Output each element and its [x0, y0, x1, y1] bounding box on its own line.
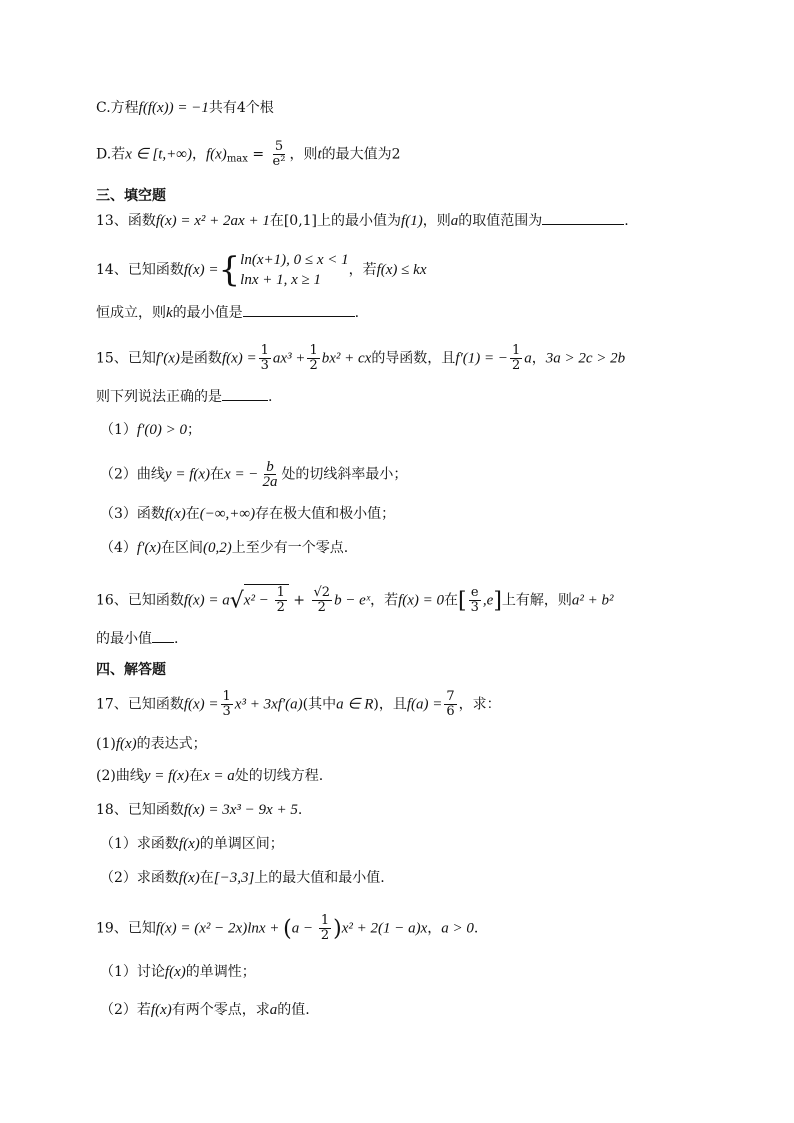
- q18-p2-t1: 求函数: [136, 870, 179, 886]
- q15-s4-label: （4）: [100, 540, 137, 556]
- q14-line2b: 的最小值是: [172, 305, 243, 321]
- q15-s2-n: b: [266, 459, 274, 475]
- q16-rn: 1: [276, 585, 285, 600]
- option-d-fx: f(x): [205, 146, 227, 163]
- q15-end: .: [268, 389, 273, 405]
- q18-p2-t2: 在: [199, 870, 214, 886]
- q17-p2-t3: 处的切线方程.: [234, 768, 324, 784]
- q16-rbracket: ]: [493, 588, 502, 614]
- option-d-num: 5: [274, 139, 284, 154]
- q16-lhs: f(x) = a: [183, 592, 230, 609]
- q19-number: 19、: [96, 920, 128, 937]
- q13-text3: ，则: [422, 213, 451, 229]
- q19-expr1: f(x) = (x² − 2x)lnx +: [155, 920, 284, 937]
- q16-text2: ，若: [370, 592, 399, 609]
- q15-s2-t2: 在: [210, 466, 225, 483]
- q18-text1: 已知函数: [127, 802, 184, 818]
- question-18: [96, 800, 302, 820]
- q15-s3-t3: 存在极大值和极小值；: [255, 506, 396, 522]
- q15-s4-t1: 在区间: [161, 540, 204, 556]
- q15-s2-t1: 曲线: [136, 466, 165, 483]
- q15-text3: 的导函数，且: [371, 350, 456, 367]
- q19-end: .: [473, 920, 479, 937]
- q15-s2-label: （2）: [100, 466, 137, 483]
- q15-fprime: f′(x): [155, 350, 180, 367]
- q13-number: 13、: [96, 213, 128, 229]
- q14-brace: {: [218, 250, 241, 290]
- q14-case1: ln(x+1), 0 ≤ x < 1: [240, 252, 349, 268]
- q15-s3-label: （3）: [100, 506, 137, 522]
- sqrt-icon: √: [229, 588, 244, 614]
- q15-sep: ，: [531, 350, 546, 367]
- q16-lbracket: [: [458, 588, 467, 614]
- q19-part1: [100, 962, 256, 982]
- q17-text3: )，且: [373, 696, 407, 713]
- q19-p2-expr: f(x): [150, 1002, 172, 1018]
- q15-frac3: [510, 344, 522, 373]
- q15-d1: 3: [260, 358, 269, 373]
- q17-d1: 3: [222, 704, 231, 719]
- q18-p2-expr: f(x): [178, 870, 200, 886]
- q14-end: .: [354, 305, 360, 321]
- q13-expr: f(x) = x² + 2ax + 1: [155, 213, 270, 229]
- q19-lparen: (: [283, 916, 292, 942]
- option-c-prefix: C.方程: [96, 100, 139, 116]
- q19-sep: ，: [427, 920, 442, 937]
- q15-cond3: 3a > 2c > 2b: [545, 350, 626, 367]
- q19-rparen: ): [333, 916, 342, 942]
- q15-s4-interval: (0,2): [203, 540, 232, 556]
- q15-s1-end: ；: [186, 422, 201, 438]
- q15-s3-t1: 函数: [136, 506, 165, 522]
- q16-line2: 的最小值: [96, 631, 152, 647]
- q15-answer-blank[interactable]: [222, 386, 268, 401]
- q16-plus: +: [288, 592, 310, 609]
- q15-cond2: a: [524, 350, 532, 367]
- q13-end: .: [624, 213, 629, 229]
- q17-p1-expr: f(x): [115, 736, 137, 752]
- q16-radicand: [244, 584, 289, 615]
- section-fill-in-title: 三、填空题: [96, 188, 166, 204]
- q15-fx: f(x) =: [221, 350, 257, 367]
- q15-s3-expr: f(x): [164, 506, 186, 522]
- q13-text4: 的取值范围为: [458, 213, 543, 229]
- q15-line2: 则下列说法正确的是: [96, 389, 222, 405]
- q14-line2a: 恒成立，则: [96, 305, 166, 321]
- q16-rad: x² −: [243, 592, 273, 609]
- question-15: [96, 344, 625, 373]
- q19-part2: [100, 1000, 310, 1020]
- q19-p1-t1: 讨论: [136, 964, 165, 980]
- option-d-max: max: [226, 153, 248, 165]
- q15-statement-2: [100, 460, 407, 489]
- q18-end: .: [297, 802, 303, 818]
- q17-p2-label: (2): [96, 768, 116, 784]
- q14-text1: 已知函数: [127, 262, 184, 278]
- q13-answer-blank[interactable]: [542, 210, 624, 225]
- option-d-var: t: [317, 146, 322, 163]
- q13-text1: 函数: [127, 213, 156, 229]
- q15-cond1: f′(1) = −: [455, 350, 508, 367]
- q15-s2-x: x = −: [224, 466, 259, 483]
- q15-s2-expr: y = f(x): [164, 466, 211, 483]
- q17-p2-t1: 曲线: [115, 768, 144, 784]
- q19-a: a −: [291, 920, 317, 937]
- q16-number: 16、: [96, 592, 128, 609]
- q19-p2-t3: 的值.: [277, 1002, 310, 1018]
- q14-number: 14、: [96, 262, 128, 278]
- q19-p1-label: （1）: [100, 964, 137, 980]
- q17-lhs: f(x) =: [183, 696, 219, 713]
- q13-var: a: [450, 213, 459, 229]
- q15-n1: 1: [260, 343, 269, 358]
- q18-p2-interval: [−3,3]: [213, 870, 255, 886]
- q19-p1-expr: f(x): [164, 964, 186, 980]
- q14-cases: [240, 250, 348, 290]
- q15-s1-label: （1）: [100, 422, 137, 438]
- q16-rad-frac: [275, 586, 287, 615]
- q16-text4: 上有解，则: [501, 592, 572, 609]
- q17-cond: a ∈ R: [336, 696, 374, 713]
- q16-in: e: [470, 585, 479, 600]
- option-d-sep: ，: [191, 146, 206, 163]
- option-d-prefix: D.若: [96, 146, 126, 163]
- question-16-line2: [96, 628, 178, 649]
- option-d-den: e²: [272, 154, 286, 169]
- q18-expr: f(x) = 3x³ − 9x + 5: [183, 802, 298, 818]
- option-c-suffix: 共有4个根: [208, 100, 274, 116]
- q16-id: 3: [470, 600, 479, 615]
- q17-frac1: [221, 690, 233, 719]
- q15-s2-t3: 处的切线斜率最小；: [281, 466, 408, 483]
- q19-text1: 已知: [127, 920, 156, 937]
- q19-p2-t1: 若: [136, 1002, 151, 1018]
- q18-p2-label: （2）: [100, 870, 137, 886]
- q15-text1: 已知: [127, 350, 156, 367]
- q14-cond: f(x) ≤ kx: [376, 262, 427, 278]
- q18-p1-t2: 的单调区间；: [199, 836, 284, 852]
- q15-statement-3: [100, 504, 395, 524]
- q15-n2: 1: [309, 343, 318, 358]
- q14-lhs: f(x) =: [183, 262, 219, 278]
- q15-statement-4: [100, 538, 348, 558]
- question-19: [96, 914, 478, 943]
- q15-s4-expr: f′(x): [136, 540, 162, 556]
- q16-text3: 在: [444, 592, 459, 609]
- q17-d2: 6: [446, 704, 455, 719]
- q16-n2: √2: [313, 585, 331, 600]
- q15-d3: 2: [512, 358, 521, 373]
- option-c: [96, 98, 274, 118]
- q15-s3-t2: 在: [185, 506, 200, 522]
- q13-expr2: f(1): [401, 213, 423, 229]
- q16-int-frac: [469, 586, 481, 615]
- q17-frac2: [444, 690, 456, 719]
- q17-n2: 7: [446, 689, 455, 704]
- option-d-fraction: [271, 140, 288, 169]
- option-d-suffix1: ，则: [289, 146, 318, 163]
- q17-lhs2: f(a) =: [406, 696, 443, 713]
- q15-d2: 2: [309, 358, 318, 373]
- q15-p1: ax³ +: [272, 350, 306, 367]
- q15-s2-d: 2a: [262, 474, 278, 490]
- q17-number: 17、: [96, 696, 128, 713]
- q14-answer-blank[interactable]: [243, 302, 355, 317]
- q18-number: 18、: [96, 802, 128, 818]
- q18-p2-t3: 上的最大值和最小值.: [254, 870, 385, 886]
- section-answer-title: 四、解答题: [96, 662, 166, 678]
- option-d-suffix2: 的最大值为2: [321, 146, 401, 163]
- q17-part1: [96, 734, 207, 754]
- q19-d: 2: [320, 928, 330, 943]
- q19-cond: a > 0: [441, 920, 474, 937]
- q18-p1-label: （1）: [100, 836, 137, 852]
- q19-p2-label: （2）: [100, 1002, 137, 1018]
- q15-statement-1: [100, 420, 201, 440]
- q16-d2: 2: [317, 600, 326, 615]
- q15-frac1: [259, 344, 271, 373]
- q16-target: a² + b²: [571, 592, 614, 609]
- q17-p2-expr: y = f(x): [143, 768, 189, 784]
- q16-answer-blank[interactable]: [152, 628, 174, 643]
- question-16: [96, 584, 614, 615]
- q17-n1: 1: [222, 689, 231, 704]
- q17-p1-label: (1): [96, 736, 116, 752]
- q17-rest: x³ + 3xf′(a): [234, 696, 303, 713]
- q17-p1-text: 的表达式；: [136, 736, 207, 752]
- option-c-expr: f(f(x)) = −1: [138, 100, 209, 116]
- q18-p1-expr: f(x): [178, 836, 200, 852]
- q18-p1-t1: 求函数: [136, 836, 179, 852]
- q16-frac2: [312, 586, 333, 615]
- q13-text2: 在[0,1]上的最小值为: [269, 213, 402, 229]
- q16-cond: f(x) = 0: [398, 592, 445, 609]
- q17-text1: 已知函数: [127, 696, 184, 713]
- q15-text2: 是函数: [179, 350, 222, 367]
- question-13: [96, 210, 629, 231]
- q16-rd: 2: [276, 600, 285, 615]
- q17-p2-x: x = a: [202, 768, 235, 784]
- q15-s1-expr: f′(0) > 0: [136, 422, 187, 438]
- option-d-interval: x ∈ [t,+∞): [125, 146, 192, 163]
- q15-number: 15、: [96, 350, 128, 367]
- q17-part2: [96, 766, 323, 786]
- q16-end: .: [174, 631, 179, 647]
- q18-part2: [100, 868, 385, 888]
- q15-s4-t2: 上至少有一个零点.: [231, 540, 349, 556]
- q16-tail: b − eˣ: [334, 592, 371, 609]
- q17-p2-t2: 在: [188, 768, 203, 784]
- q19-p2-t2: 有两个零点，求: [171, 1002, 270, 1018]
- question-15-line2: [96, 386, 272, 407]
- q15-p2: bx² + cx: [321, 350, 372, 367]
- option-d-eq: =: [247, 146, 269, 163]
- option-d: [96, 140, 401, 170]
- question-14: [96, 250, 426, 290]
- q19-p1-t2: 的单调性；: [185, 964, 256, 980]
- q18-part1: [100, 834, 284, 854]
- q17-text2: (其中: [302, 696, 337, 713]
- q19-p2-var: a: [269, 1002, 278, 1018]
- q15-s3-interval: (−∞,+∞): [199, 506, 256, 522]
- q15-frac2: [307, 344, 319, 373]
- q14-text2: ，若: [348, 262, 377, 278]
- q15-s2-frac: [260, 460, 279, 489]
- q15-n3: 1: [512, 343, 521, 358]
- question-14-line2: [96, 302, 359, 323]
- q19-frac: [319, 914, 331, 943]
- question-17: [96, 690, 501, 719]
- q14-var: k: [166, 305, 173, 321]
- q16-ie: ,e: [482, 592, 494, 609]
- q16-text1: 已知函数: [127, 592, 184, 609]
- q19-n: 1: [320, 913, 330, 928]
- q17-text4: ，求：: [458, 696, 501, 713]
- q19-expr2: x² + 2(1 − a)x: [341, 920, 428, 937]
- q14-case2: lnx + 1, x ≥ 1: [240, 272, 321, 288]
